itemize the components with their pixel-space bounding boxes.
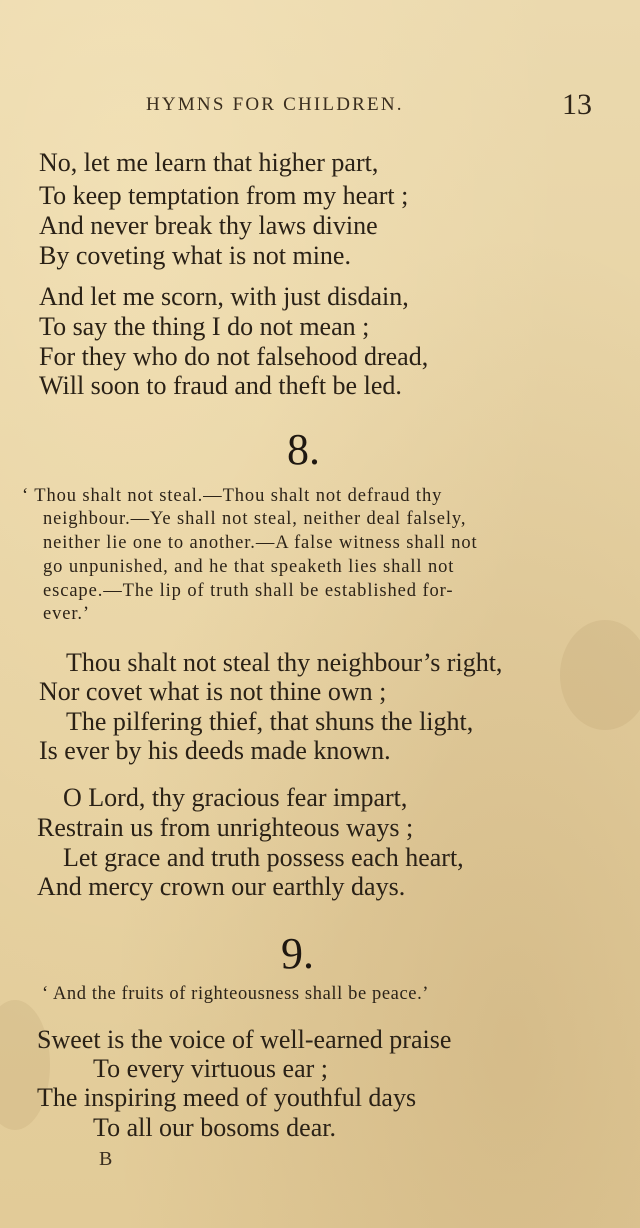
verse-line: And never break thy laws divine	[39, 211, 378, 240]
verse-line: For they who do not falsehood dread,	[39, 342, 429, 371]
paper-stain	[560, 620, 640, 730]
signature-mark: B	[99, 1148, 113, 1170]
hymn-number: 8.	[287, 425, 320, 474]
hymn-number: 9.	[281, 929, 314, 978]
verse-line: Thou shalt not steal thy neighbour’s right,	[66, 648, 503, 677]
verse-line: To every virtuous ear ;	[93, 1054, 328, 1083]
verse-line: O Lord, thy gracious fear impart,	[63, 783, 408, 812]
verse-line: To all our bosoms dear.	[93, 1113, 336, 1142]
verse-line: Will soon to fraud and theft be led.	[39, 371, 402, 400]
verse-line: And mercy crown our earthly days.	[37, 872, 406, 901]
verse-line: To say the thing I do not mean ;	[39, 312, 370, 341]
page-header	[0, 88, 640, 122]
verse-line: No, let me learn that higher part,	[39, 148, 379, 177]
scripture-line: escape.—The lip of truth shall be established for-	[43, 581, 454, 601]
page-number: 13	[562, 88, 592, 121]
scripture-line: neighbour.—Ye shall not steal, neither deal falsely,	[43, 509, 467, 529]
scripture-line: ‘ Thou shalt not steal.—Thou shalt not defraud thy	[22, 486, 443, 506]
scripture-quote: ‘ And the fruits of righteousness shall be peace.’	[42, 984, 430, 1004]
verse-line: And let me scorn, with just disdain,	[39, 282, 409, 311]
scripture-line: ever.’	[43, 604, 90, 624]
verse-line: Is ever by his deeds made known.	[39, 736, 391, 765]
verse-line: Restrain us from unrighteous ways ;	[37, 813, 414, 842]
scripture-line: go unpunished, and he that speaketh lies shall not	[43, 557, 455, 577]
verse-line: Sweet is the voice of well-earned praise	[37, 1025, 452, 1054]
running-head: HYMNS FOR CHILDREN.	[146, 94, 404, 115]
verse-line: To keep temptation from my heart ;	[39, 181, 409, 210]
scripture-line: neither lie one to another.—A false witness shall not	[43, 533, 478, 553]
verse-line: By coveting what is not mine.	[39, 241, 351, 270]
verse-line: Nor covet what is not thine own ;	[39, 677, 387, 706]
verse-line: Let grace and truth possess each heart,	[63, 843, 464, 872]
verse-line: The pilfering thief, that shuns the light,	[66, 707, 474, 736]
verse-line: The inspiring meed of youthful days	[37, 1083, 417, 1112]
